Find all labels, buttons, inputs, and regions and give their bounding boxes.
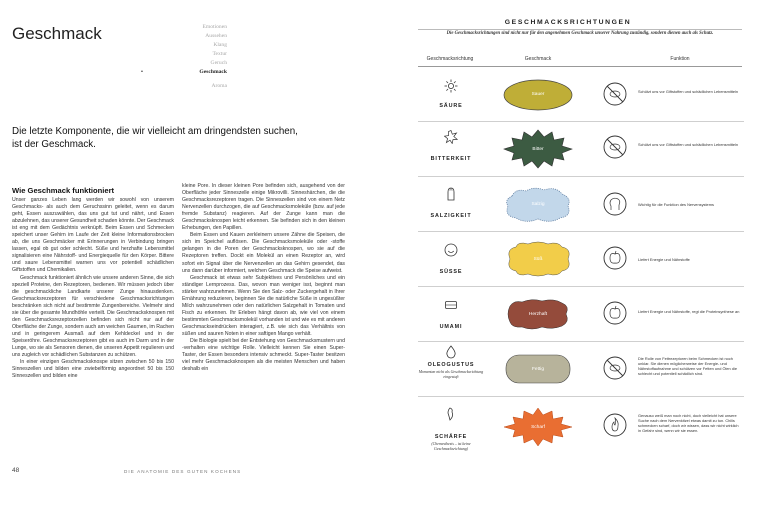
taste-blob-label: Süß <box>533 257 543 262</box>
table-row <box>418 287 744 342</box>
toc-item-emotionen: Emotionen <box>202 24 227 30</box>
taste-name: UMAMI <box>439 324 463 330</box>
function-text: Liefert Energie und Nährstoffe <box>638 257 690 262</box>
taste-name: OLEOGUSTUS <box>427 362 475 368</box>
page-title: Geschmack <box>12 24 102 43</box>
toc-item-klang: Klang <box>213 42 227 48</box>
sun-icon <box>444 79 458 93</box>
body-column-left <box>12 197 174 380</box>
function-text: Wichtig für die Funktion des Nervensystems <box>638 202 714 207</box>
lead-paragraph: Die letzte Komponente, die wir vielleicht am dringendsten suchen, ist der Geschmack. <box>12 126 298 150</box>
no-bacteria-icon <box>602 355 628 381</box>
paragraph: kleine Pore. In dieser kleinen Pore befinden sich, ausgehend von der Oberfläche jeder Sinneszelle einige Mikrovilli. Sinneshärchen, die die Geschmacksrezeptoren tragen. Die Sinneszellen sind von einem Netz Nervenzellen durchzogen, die auf Geschmacksmoleküle (bzw. auf jede fremde Substanz) reagieren. Auf der Zunge kann man die Geschmacksknospen leicht erkennen. Sie befinden sich in den kleinen Erhebungen, den Papillen. <box>182 183 345 232</box>
taste-blob-label: Fettig <box>532 367 544 372</box>
header-funktion: Funktion <box>670 56 690 62</box>
table-subtitle: Die Geschmacksrichtungen sind nicht nur für den angenehmen Geschmack unserer Nahrung zuständig, sondern dienen auch als Schutz. <box>446 31 714 36</box>
table-row <box>418 122 744 177</box>
taste-name: SÜSSE <box>439 269 463 275</box>
paragraph: In einer einzigen Geschmacksknospe sitzen zwischen 50 bis 150 Sinneszellen und bilden eine zwiebelförmig angeordnet 50 bis 150 Sinneszellen und bilden eine <box>12 359 174 380</box>
function-text: Schützt uns vor Giftstoffen und schädlichen Lebensmitteln <box>638 89 739 94</box>
toc-item-geruch: Geruch <box>210 60 227 66</box>
taste-name: SCHÄRFE <box>434 434 468 440</box>
no-bacteria-icon <box>602 134 628 160</box>
section-heading: Wie Geschmack funktioniert <box>12 186 115 195</box>
header-geschmack: Geschmack <box>524 56 552 62</box>
taste-blob-label: Scharf <box>531 425 545 430</box>
table-row <box>418 177 744 232</box>
taste-blob-label: Herzhaft <box>528 312 548 317</box>
apple-icon <box>602 245 628 271</box>
paragraph: Die Biologie spielt bei der Entstehung von Geschmacksmustern und -verhalten eine wichtige Rolle. Vielleicht kennen Sie einen Super-Taster, der Essen besonders intensiv schmeckt. Super-Taster besitzen viel mehr Geschmacksknospen als die meisten Menschen und haben deshalb ein <box>182 338 345 373</box>
apple-icon <box>602 300 628 326</box>
taste-note: Momentan nicht als Geschmacksrichtung eingestuft <box>418 370 484 379</box>
taste-note: (Chemesthesis – ist keine Geschmacksrichtung) <box>431 442 471 451</box>
smile-icon <box>444 243 458 257</box>
taste-blob-label: Bitter <box>532 147 544 152</box>
no-bacteria-icon <box>602 81 628 107</box>
header-geschmacksrichtung: Geschmacksrichtung <box>426 56 474 62</box>
toc-item-geschmack: • Geschmack <box>155 68 227 77</box>
flame-icon <box>602 412 628 438</box>
table-row <box>418 232 744 287</box>
table-row <box>418 67 744 122</box>
salt-shaker-icon <box>444 187 458 201</box>
divider <box>418 29 742 30</box>
taste-blob-label: Salzig <box>531 202 545 207</box>
taste-name: BITTERKEIT <box>430 156 472 162</box>
page-number: 48 <box>12 467 20 474</box>
toc-item-aroma: Aroma <box>211 83 227 89</box>
taste-blob-label: Sauer <box>531 92 545 97</box>
paragraph: Beim Essen und Kauen zerkleinern unsere Zähne die Speisen, die sich im Speichel auflösen. Die Geschmacksmoleküle oder -stoffe gelangen in die Poren der Geschmacksknospen, wo sie auf die Rezeptoren treffen. Dockt ein Molekül an einen Rezeptor an, wird sofort ein Signal über die Nervenzellen an das Gehirn gesendet, das uns dann darüber informiert, welchen Geschmack die Speise aufweist. <box>182 232 345 274</box>
function-text: Liefert Energie und Nährstoffe, regt die Proteinsynthese an <box>638 309 740 314</box>
drop-icon <box>444 345 458 359</box>
toc-item-textur: Textur <box>212 51 227 57</box>
brain-head-icon <box>602 191 628 217</box>
body-column-right <box>182 183 345 373</box>
table-row <box>418 342 744 397</box>
paragraph: Geschmack funktioniert ähnlich wie unsere anderen Sinne, die sich speziell Proteine, den Rezeptoren, bedienen. Wir müssen jedoch über die geschmackliche Landkarte unserer Zunge hinausdenken. Geschmacksrezeptoren für verschiedene Geschmacksrichtungen beschränken sich nicht auf bestimmte Zungenbereiche. Vielmehr sind sie über die gesamte Mundhöhle verteilt. Die Geschmacksknospen mit den Geschmacksrezeptorzellen befinden sich nicht nur auf der Oberfläche der Zunge, sondern auch am weichen Gaumen, im Rachen und in geringerem Ausmaß auf dem Kehldeckel und in der Speiseröhre. Geschmacksrezeptoren gibt es auch im Darm und in der Lunge, wo sie als Sensoren dienen, die unseren Appetit regulieren und uns zugleich vor schädlichen Substanzen zu schützen. <box>12 274 174 359</box>
function-text: Die Rolle von Fettrezeptoren beim Schmecken ist noch unklar. Sie dienen möglicherweise der Energie- und Nährstoffaufnahme und schützen vor Fetten und Ölen die schlecht und potentiell schädlich sind. <box>638 356 737 376</box>
taste-name: SÄURE <box>439 103 463 109</box>
chapter-toc <box>155 23 227 91</box>
taste-name: SALZIGKEIT <box>430 213 472 219</box>
paragraph: Geschmack ist etwas sehr Subjektives und Persönliches und ein ständiger Lernprozess. Das, wovon man weniger isst, beginnt man stärker wahrzunehmen. Wenn Sie den Salz- oder Zuckergehalt in Ihrer Ernährung reduzieren, beginnen Sie die natürliche Süße in ungesüßter Milch wahrzunehmen oder den natürlichen Salzgehalt in Tomaten und Fisch zu erkennen. Ihr Erleben hängt davon ab, wie viel von einem bestimmten Geschmacksmolekül vorhanden ist und wie es mit anderen Geschmackseindrücken interagiert, z.B. wie sich das Verhältnis von süßen und sauren Noten in einer saftigen Mango verhält. <box>182 274 345 337</box>
chili-icon <box>444 407 458 421</box>
star-burst-icon <box>444 130 458 144</box>
table-title: GESCHMACKSRICHTUNGEN <box>504 19 632 26</box>
table-row <box>418 397 744 451</box>
function-text: Schützt uns vor Giftstoffen und schädlichen Lebensmitteln <box>638 142 739 147</box>
mouth-icon <box>444 298 458 312</box>
paragraph: Unser ganzes Leben lang werden wir sowohl von unserem Geschmacks- als auch dem Geruchssinn geleitet, wenn es darum geht, Essen auszuwählen, das uns gut tut und nährt, und Essen abzulehnen, das unserer Gesundheit schaden könnte. Der Geschmack ist eng mit dem Gedächtnis verknüpft. Beim Essen und Schmecken speichert unser Gehirn im Laufe der Zeit kleine Informationsbrocken ab, die uns Geschmäcker mit Erinnerungen in Verbindung bringen lassen, egal ob gut oder schlecht. Süße und herzhafte Lebensmittel signalisieren eine Nährstoff- und Energiequelle für den Körper. Bittere und saure Lebensmittel warnen uns vor potentiell schädlichen Giftstoffen und Chemikalien. <box>12 197 174 274</box>
running-head: DIE ANATOMIE DES GUTEN KOCHENS <box>124 469 242 474</box>
function-text: Genauso weiß man noch nicht, doch vielleicht hat unsere Suche nach dem Nervenkitzel etwas damit zu tun. Chilis schmecken scharf, doch wir wissen, dass wir nicht wirklich in Gefahr sind, wenn wir sie essen. <box>638 413 739 433</box>
toc-item-aussehen: Aussehen <box>205 33 227 39</box>
